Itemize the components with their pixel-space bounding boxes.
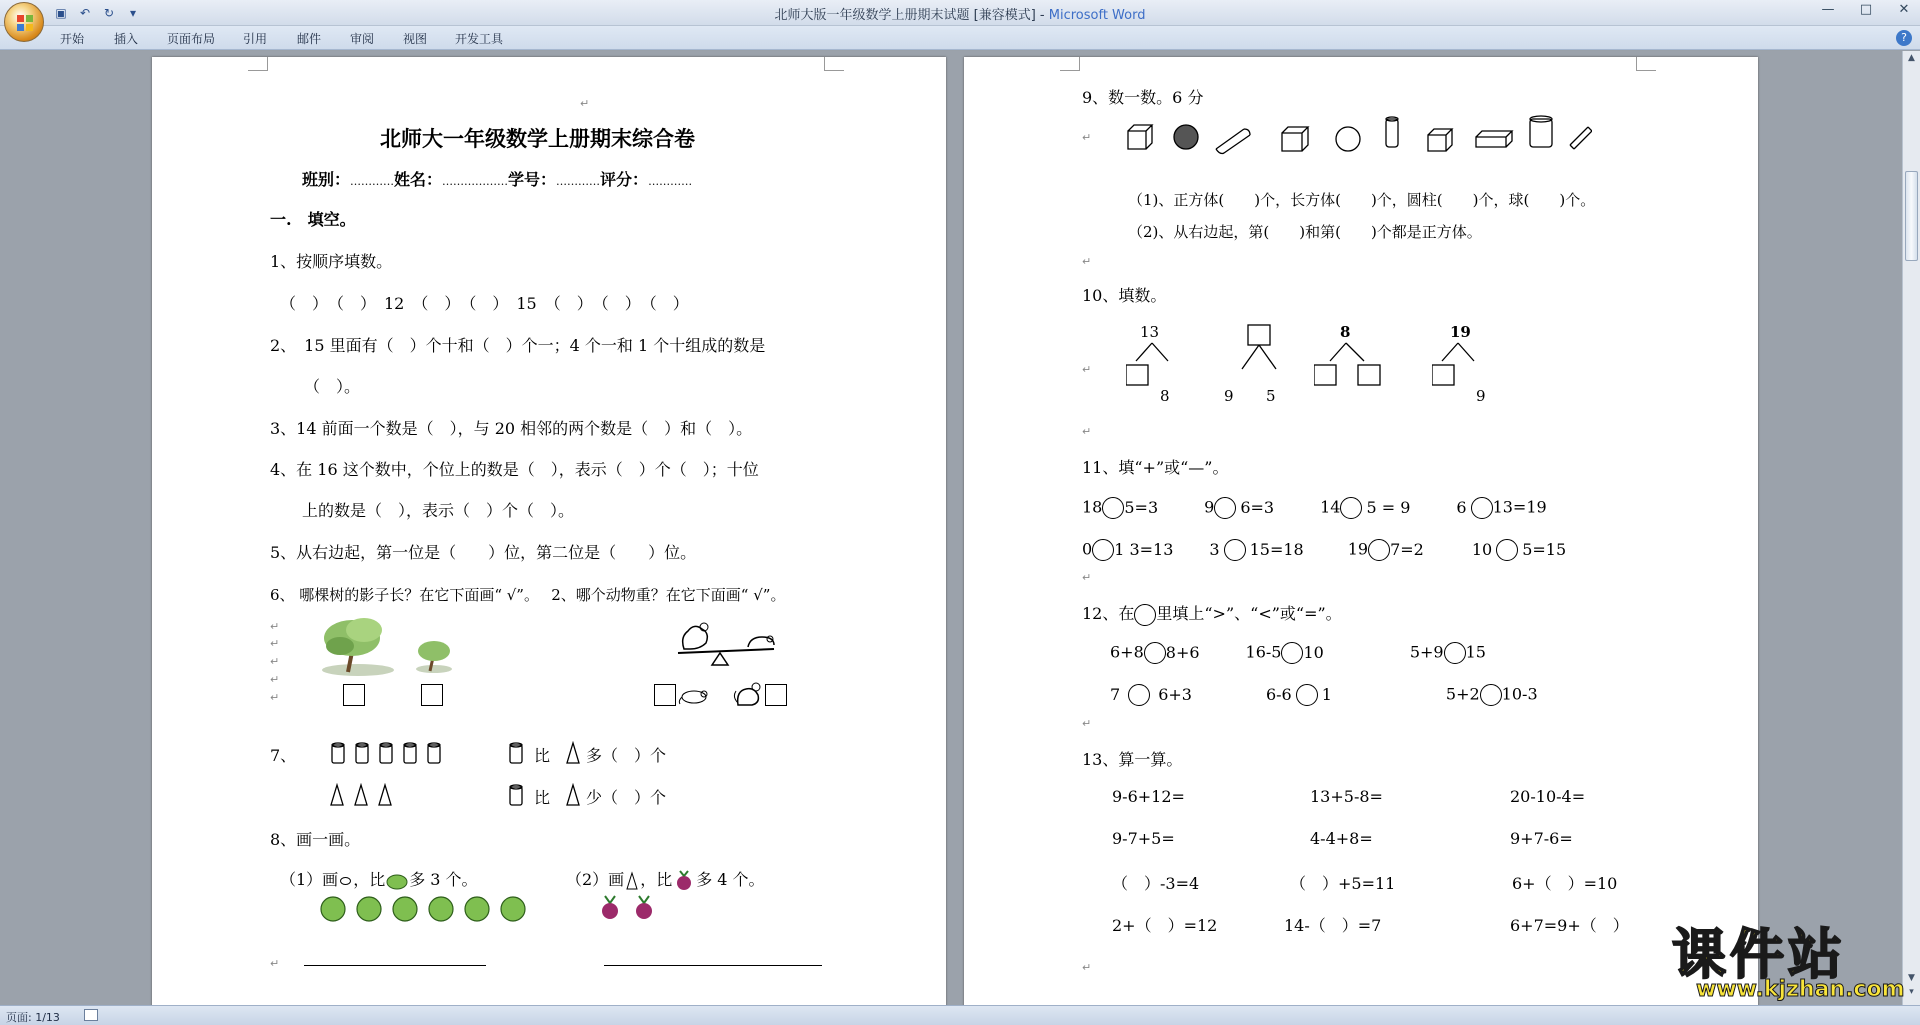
q8-text: （2）画 xyxy=(566,870,625,889)
tab-mailings[interactable]: 邮件 xyxy=(297,32,322,46)
scroll-up-icon[interactable]: ▲ xyxy=(1908,53,1915,63)
q8-text: 多 3 个。 xyxy=(409,870,478,889)
watermark-url: www.kjzhan.com xyxy=(1696,977,1905,1002)
question-4: 4、在 16 这个数中，个位上的数是（ ），表示（ ）个（ ）；十位 xyxy=(270,460,759,479)
operand: 14 xyxy=(1320,497,1341,517)
operand: 1 3=13 xyxy=(1114,539,1174,559)
bond-number: 9 xyxy=(1224,387,1234,405)
paragraph-mark: ↵ xyxy=(1082,425,1092,438)
number-bond-4 xyxy=(1432,341,1492,387)
question-8-part2 xyxy=(566,867,765,892)
cylinders-group xyxy=(330,741,448,767)
paragraph-mark: ↵ xyxy=(1082,571,1092,584)
calc-item[interactable]: 13+5-8= xyxy=(1310,787,1383,806)
cylinder-icon xyxy=(508,783,524,809)
office-button[interactable] xyxy=(4,2,44,42)
page-counter[interactable]: 页面: 1/13 xyxy=(6,1011,60,1024)
operand: 5+2 xyxy=(1445,684,1480,704)
question-9: 9、数一数。6 分 xyxy=(1082,88,1204,107)
operand: 9 xyxy=(1204,497,1215,517)
id-blank[interactable]: ………… xyxy=(556,175,601,188)
crop-mark xyxy=(1636,57,1656,71)
paragraph-mark: ↵ xyxy=(1082,961,1092,974)
paragraph-mark: ↵ xyxy=(1082,255,1092,268)
bond-number: 5 xyxy=(1266,387,1276,405)
title-bar xyxy=(0,0,1920,26)
operand: 6-6 xyxy=(1265,684,1292,704)
question-2: 2、 15 里面有（ ）个十和（ ）个一；4 个一和 1 个十组成的数是 xyxy=(270,336,766,355)
answer-line[interactable] xyxy=(304,965,486,966)
operand: 6+8 xyxy=(1110,642,1144,662)
radishes-group xyxy=(594,893,664,923)
calc-item[interactable]: 6+7=9+（ ） xyxy=(1510,916,1629,935)
calc-item[interactable]: 2+（ ）=12 xyxy=(1112,916,1218,935)
answer-circle[interactable] xyxy=(1340,497,1362,519)
section-heading: 一. 填空。 xyxy=(270,210,356,229)
answer-circle[interactable] xyxy=(1224,539,1246,561)
operand: 3 xyxy=(1209,539,1220,559)
q8-text: （1）画 xyxy=(280,870,339,889)
operand: 10 xyxy=(1471,539,1493,559)
operand: 16-5 xyxy=(1245,642,1282,662)
maximize-icon[interactable]: □ xyxy=(1859,2,1873,17)
scroll-thumb[interactable] xyxy=(1905,171,1918,261)
name-blank[interactable]: ……………… xyxy=(442,175,509,188)
apples-group xyxy=(318,893,530,923)
q8-text: ，比 xyxy=(640,870,673,889)
calc-item[interactable]: 9+7-6= xyxy=(1510,829,1573,848)
tab-developer[interactable]: 开发工具 xyxy=(455,32,504,46)
answer-circle[interactable] xyxy=(1214,497,1236,519)
cone-icon xyxy=(564,741,582,767)
question-7-more: 多（ ）个 xyxy=(586,746,667,765)
vertical-scrollbar[interactable] xyxy=(1902,51,1920,1005)
answer-circle[interactable] xyxy=(1496,539,1518,561)
minimize-icon[interactable]: — xyxy=(1821,2,1835,17)
window-controls xyxy=(1818,2,1914,20)
question-5: 5、从右边起，第一位是（ ）位，第二位是（ ）位。 xyxy=(270,543,697,562)
calc-item[interactable]: 20-10-4= xyxy=(1510,787,1586,806)
question-7: 7、 xyxy=(270,746,297,765)
operand: 6 xyxy=(1456,497,1467,517)
question-6: 6、 哪棵树的影子长？在它下面画“ √”。 2、哪个动物重？在它下面画“ √”。 xyxy=(270,586,786,604)
calc-item[interactable]: 6+（ ）=10 xyxy=(1512,874,1618,893)
tab-view[interactable]: 视图 xyxy=(403,32,428,46)
close-icon[interactable]: ✕ xyxy=(1898,2,1910,17)
calc-item[interactable]: 9-7+5= xyxy=(1112,829,1175,848)
window-title xyxy=(0,4,1920,23)
question-8-part1 xyxy=(280,867,478,890)
bond-number: 8 xyxy=(1160,387,1170,405)
mouse-icon xyxy=(678,685,710,705)
answer-box[interactable] xyxy=(421,684,443,706)
q8-text: 多 4 个。 xyxy=(696,870,765,889)
compare-word: 比 xyxy=(534,788,551,807)
next-page-icon[interactable]: ▾ xyxy=(1909,987,1914,997)
bond-number: 9 xyxy=(1476,387,1486,405)
q12-row-1 xyxy=(1110,642,1486,664)
operand: 10-3 xyxy=(1501,684,1538,704)
app-name: Microsoft Word xyxy=(1048,8,1146,23)
question-11: 11、填“+”或“—”。 xyxy=(1082,458,1229,477)
office-logo-icon xyxy=(16,14,34,32)
solids-row xyxy=(1126,115,1592,155)
help-icon[interactable]: ? xyxy=(1896,30,1912,46)
question-13: 13、算一算。 xyxy=(1082,750,1183,769)
crop-mark xyxy=(824,57,844,71)
tab-insert[interactable]: 插入 xyxy=(114,32,139,46)
question-10: 10、填数。 xyxy=(1082,286,1167,305)
tab-page-layout[interactable]: 页面布局 xyxy=(167,32,216,46)
answer-circle[interactable] xyxy=(1480,684,1502,706)
bond-number: 13 xyxy=(1140,323,1160,341)
answer-circle[interactable] xyxy=(1368,539,1390,561)
question-9-part2: （2)、从右边起，第( )和第( )个都是正方体。 xyxy=(1128,223,1482,241)
question-8: 8、画一画。 xyxy=(270,830,361,849)
document-workspace[interactable] xyxy=(0,51,1902,1005)
site-watermark xyxy=(1666,925,1910,1003)
number-bond-2 xyxy=(1228,323,1298,387)
operand: 5=3 xyxy=(1124,497,1159,517)
operand: 5+9 xyxy=(1409,642,1444,662)
paragraph-mark: ↵ xyxy=(270,655,280,668)
crop-mark xyxy=(1060,57,1080,71)
answer-box[interactable] xyxy=(654,684,676,706)
cylinder-icon xyxy=(508,741,524,767)
operand: 8+6 xyxy=(1165,642,1200,662)
number-bond-3 xyxy=(1314,341,1384,387)
operand: 10 xyxy=(1303,642,1324,662)
operand: 19 xyxy=(1347,539,1369,559)
question-3: 3、14 前面一个数是（ ），与 20 相邻的两个数是（ ）和（ ）。 xyxy=(270,419,753,438)
operand: 7=2 xyxy=(1390,539,1424,559)
circle-icon xyxy=(340,877,351,885)
answer-circle[interactable] xyxy=(1296,684,1318,706)
save-icon[interactable]: ▣ xyxy=(55,6,67,20)
answer-line[interactable] xyxy=(604,965,822,966)
compare-word: 比 xyxy=(534,746,551,765)
question-12 xyxy=(1082,601,1342,626)
short-tree-image xyxy=(414,635,454,675)
id-label: 学号： xyxy=(508,170,557,189)
document-page-1[interactable] xyxy=(152,57,946,1005)
operand: 6+3 xyxy=(1158,684,1192,704)
tall-tree-image xyxy=(318,612,398,678)
cones-group xyxy=(328,783,398,809)
paragraph-mark: ↵ xyxy=(270,620,280,633)
calc-item[interactable]: （ ）+5=11 xyxy=(1290,874,1396,893)
calc-item[interactable]: （ ）-3=4 xyxy=(1112,874,1200,893)
calc-item[interactable]: 4-4+8= xyxy=(1310,829,1373,848)
tab-home[interactable]: 开始 xyxy=(60,32,85,46)
question-2-cont: （ ）。 xyxy=(304,377,361,396)
paragraph-mark: ↵ xyxy=(270,673,280,686)
crop-mark xyxy=(248,57,268,71)
calc-item[interactable]: 14-（ ）=7 xyxy=(1284,916,1382,935)
paragraph-mark: ↵ xyxy=(1082,131,1092,144)
cat-icon xyxy=(732,681,766,707)
name-label: 姓名： xyxy=(394,170,443,189)
cone-icon xyxy=(564,783,582,809)
answer-circle[interactable] xyxy=(1281,642,1303,664)
document-page-2[interactable] xyxy=(964,57,1758,1005)
answer-box[interactable] xyxy=(343,684,365,706)
answer-circle[interactable] xyxy=(1092,539,1114,561)
operand: 7 xyxy=(1110,684,1121,704)
operand: 0 xyxy=(1082,539,1093,559)
class-blank[interactable]: ………… xyxy=(350,175,395,188)
answer-circle[interactable] xyxy=(1444,642,1466,664)
answer-circle[interactable] xyxy=(1471,497,1493,519)
q12-row-2 xyxy=(1110,684,1538,706)
paragraph-mark: ↵ xyxy=(1082,717,1092,730)
tab-references[interactable]: 引用 xyxy=(243,32,268,46)
proofing-icon[interactable] xyxy=(84,1009,98,1021)
question-1: 1、按顺序填数。 xyxy=(270,252,393,271)
status-bar xyxy=(0,1005,1920,1025)
apple-icon xyxy=(385,872,409,890)
q8-text: ，比 xyxy=(353,870,386,889)
number-bond-1 xyxy=(1126,341,1186,387)
ribbon-tabs xyxy=(0,26,1920,50)
operand: 5 = 9 xyxy=(1366,497,1411,517)
operand: 5=15 xyxy=(1522,539,1567,559)
question-7-less: 少（ ）个 xyxy=(586,788,667,807)
document-title: 北师大版一年级数学上册期末试题 [兼容模式] - xyxy=(774,8,1049,23)
operand: 15 xyxy=(1465,642,1486,662)
undo-icon[interactable]: ↶ xyxy=(79,6,91,20)
paragraph-mark: ↵ xyxy=(270,691,280,704)
answer-circle[interactable] xyxy=(1128,684,1150,706)
paragraph-mark: ↵ xyxy=(270,637,280,650)
operand: 18 xyxy=(1082,497,1103,517)
radish-icon xyxy=(672,870,696,892)
class-label: 班别： xyxy=(302,170,351,189)
student-info-line xyxy=(302,167,692,190)
q11-row-1 xyxy=(1082,497,1547,519)
answer-box[interactable] xyxy=(765,684,787,706)
exam-title: 北师大一年级数学上册期末综合卷 xyxy=(380,126,695,151)
paragraph-mark: ↵ xyxy=(270,957,280,970)
question-4-cont: 上的数是（ ），表示（ ）个（ ）。 xyxy=(302,501,575,520)
animal-seesaw-image xyxy=(670,619,784,669)
score-label: 评分： xyxy=(600,170,649,189)
customize-qat-icon[interactable]: ▾ xyxy=(129,6,137,20)
q12-text: 里填上“>”、“<”或“=”。 xyxy=(1156,604,1342,623)
question-9-part1: （1)、正方体( )个，长方体( )个，圆柱( )个，球( )个。 xyxy=(1128,191,1596,209)
answer-circle[interactable] xyxy=(1102,497,1124,519)
answer-circle[interactable] xyxy=(1144,642,1166,664)
operand: 1 xyxy=(1321,684,1332,704)
operand: 13=19 xyxy=(1492,497,1547,517)
operand: 15=18 xyxy=(1249,539,1304,559)
question-1-sequence: （ ） （ ） 12 （ ） （ ） 15 （ ） （ ） （ ） xyxy=(280,294,689,313)
paragraph-mark: ↵ xyxy=(1082,363,1092,376)
bond-number: 19 xyxy=(1450,323,1471,341)
q12-text: 12、在 xyxy=(1082,604,1135,623)
triangle-icon xyxy=(624,871,640,891)
q11-row-2 xyxy=(1082,539,1566,561)
redo-icon[interactable]: ↻ xyxy=(103,6,115,20)
score-blank[interactable]: ………… xyxy=(648,175,693,188)
bond-number: 8 xyxy=(1340,323,1351,341)
operand: 6=3 xyxy=(1240,497,1275,517)
circle-icon xyxy=(1134,604,1156,626)
watermark-title: 课件站 xyxy=(1672,923,1846,986)
calc-item[interactable]: 9-6+12= xyxy=(1112,787,1185,806)
tab-review[interactable]: 审阅 xyxy=(350,32,375,46)
paragraph-mark: ↵ xyxy=(580,97,590,110)
scroll-down-icon[interactable]: ▼ xyxy=(1908,973,1915,983)
